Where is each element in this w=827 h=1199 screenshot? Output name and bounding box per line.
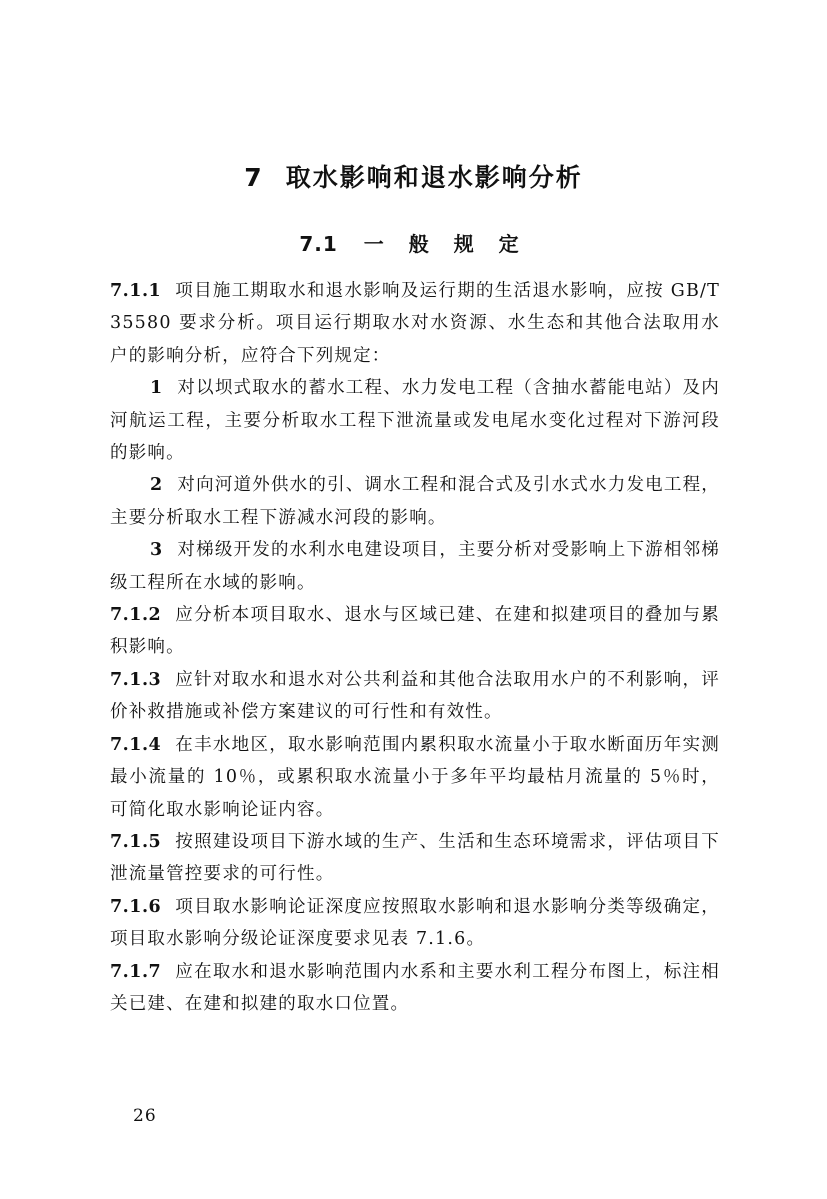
document-body (110, 275, 720, 1020)
clause-text: 应分析本项目取水、退水与区域已建、在建和拟建项目的叠加与累积影响。 (110, 605, 720, 658)
chapter-title-text: 取水影响和退水影响分析 (285, 163, 583, 192)
clause-text: 应针对取水和退水对公共利益和其他合法取用水户的不利影响，评价补救措施或补偿方案建议的可行性和有效性。 (110, 669, 720, 723)
item-number: 1 (150, 378, 164, 399)
clause-number: 7.1.5 (110, 831, 162, 852)
clause-text: 在丰水地区，取水影响范围内累积取水流量小于取水断面历年实测最小流量的 10％，或累积取水流量小于多年平均最枯月流量的 5％时，可简化取水影响论证内容。 (110, 734, 720, 820)
clause-number: 7.1.6 (110, 896, 162, 917)
clause-text: 项目取水影响论证深度应按照取水影响和退水影响分类等级确定，项目取水影响分级论证深度要求见表 7.1.6。 (110, 896, 720, 950)
item-text: 对以坝式取水的蓄水工程、水力发电工程（含抽水蓄能电站）及内河航运工程，主要分析取水工程下泄流量或发电尾水变化过程对下游河段的影响。 (110, 378, 720, 464)
clause-7-1-3 (110, 664, 720, 729)
item-number: 2 (150, 475, 164, 496)
item-text: 对梯级开发的水利水电建设项目，主要分析对受影响上下游相邻梯级工程所在水域的影响。 (110, 540, 720, 593)
section-title-text: 一 般 规 定 (363, 232, 528, 256)
section-title (0, 228, 827, 257)
clause-number: 7.1.1 (110, 281, 162, 301)
clause-7-1-7 (110, 956, 720, 1021)
clause-text: 项目施工期取水和退水影响及运行期的生活退水影响，应按 GB/T 35580 要求分析。项目运行期取水对水资源、水生态和其他合法取用水户的影响分析，应符合下列规定： (110, 281, 720, 366)
clause-7-1-6 (110, 891, 720, 956)
clause-number: 7.1.4 (110, 734, 162, 755)
clause-7-1-4 (110, 729, 720, 826)
clause-text: 按照建设项目下游水域的生产、生活和生态环境需求，评估项目下泄流量管控要求的可行性。 (110, 831, 720, 885)
clause-7-1-1-item-1 (110, 372, 720, 469)
chapter-number: 7 (244, 163, 264, 192)
clause-7-1-1-item-2 (110, 469, 720, 534)
page-number: 26 (133, 1106, 157, 1126)
clause-7-1-1-item-3 (110, 534, 720, 599)
clause-number: 7.1.3 (110, 669, 162, 690)
clause-7-1-2 (110, 599, 720, 664)
section-number: 7.1 (299, 232, 338, 256)
item-text: 对向河道外供水的引、调水工程和混合式及引水式水力发电工程，主要分析取水工程下游减水河段的影响。 (110, 475, 720, 528)
chapter-title (0, 158, 827, 194)
clause-7-1-5 (110, 826, 720, 891)
clause-text: 应在取水和退水影响范围内水系和主要水利工程分布图上，标注相关已建、在建和拟建的取水口位置。 (110, 961, 720, 1014)
item-number: 3 (150, 540, 164, 561)
clause-number: 7.1.7 (110, 961, 162, 982)
clause-number: 7.1.2 (110, 605, 162, 626)
clause-7-1-1 (110, 275, 720, 372)
